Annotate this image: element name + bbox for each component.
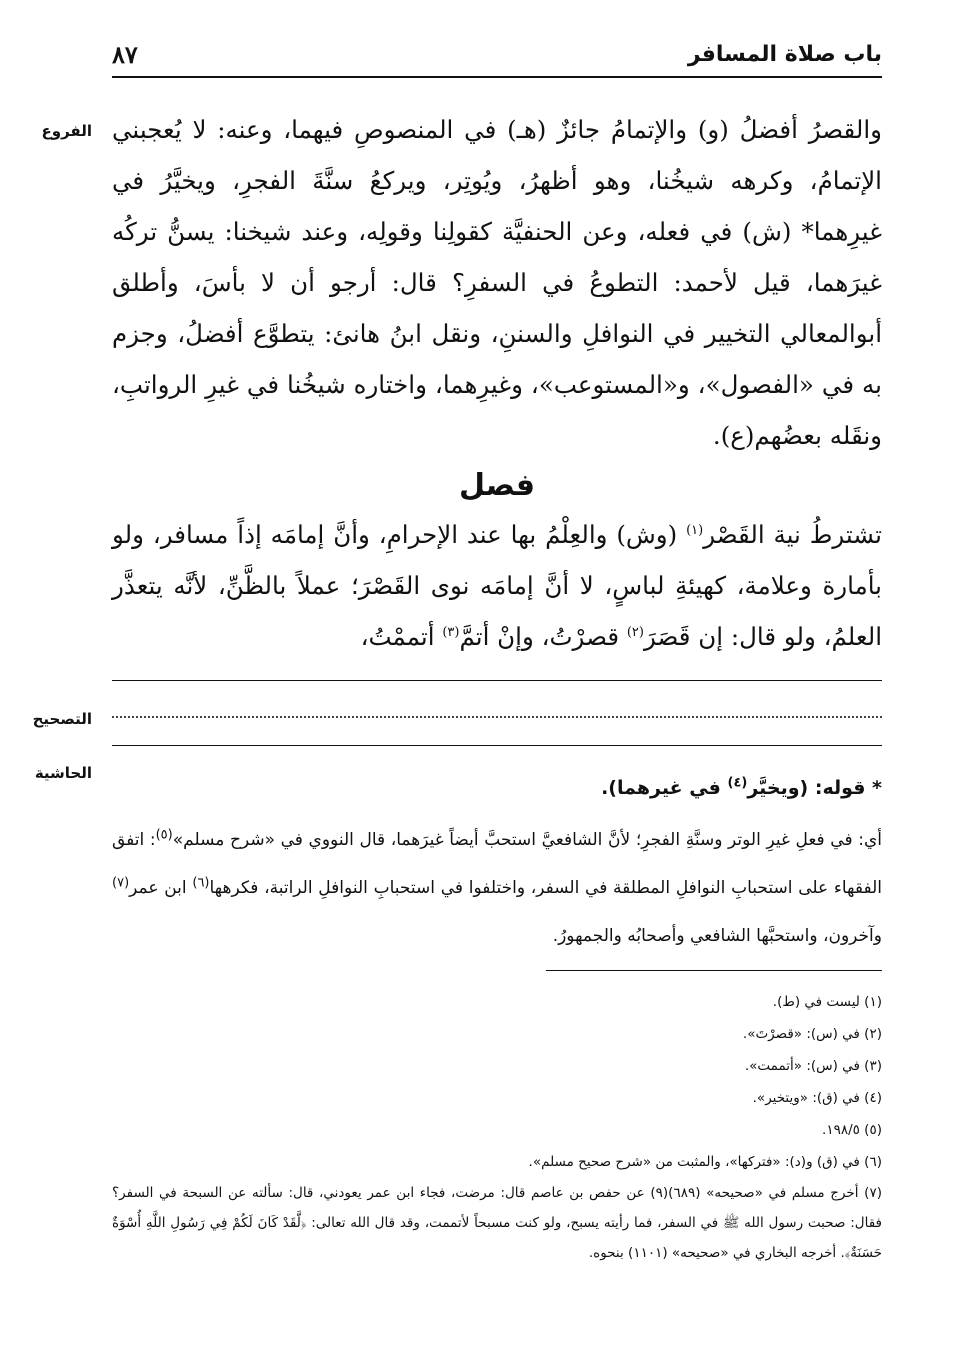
footnote-ref-4[interactable]: (٤) [727,775,748,791]
footnote-1: (١) ليست في (ط). [772,994,882,1010]
hashiya-section [112,770,882,960]
page-header [112,38,882,74]
footnote-ref-5[interactable]: (٥) [155,827,173,843]
tashih-dotted-rule [112,716,882,718]
hashiya-heading-text-b: في غيرهما). [601,777,728,799]
page-number: ٨٧ [112,40,138,69]
hashiya-heading-text-a: * قوله: (ويخيَّر [747,777,882,799]
hashiya-body-text-a: أي: في فعلِ غيرِ الوتر وسنَّةِ الفجرِ؛ لأنَّ الشافعيَّ استحبَّ أيضاً غيرَهما، قال النووي في «شرح مسلم» [172,830,882,850]
footnote-ref-1[interactable]: (١) [686,522,704,538]
footnote-ref-6[interactable]: (٦) [192,875,210,891]
footnotes [112,986,882,1268]
hashiya-body-text-c: ابن عمر [129,878,193,898]
label-tashih: التصحيح [32,710,92,728]
main-text [112,104,882,662]
para2-text-d: أتممْتُ، [360,622,443,651]
header-divider [112,76,882,78]
para2-text-b: (وش) والعِلْمُ بها عند الإحرامِ، وأنَّ إمامَه إذاً مسافر، ولو بأمارة وعلامة، كهيئةِ لباسٍ، لا أنَّ إمامَه نوى القَصْرَ؛ عملاً بالظَّنِّ، لأنَّه يتعذَّر العلمُ، ولو قال: إن قَصَرَ [112,520,882,651]
footnote-5: (٥) ١٩٨/٥. [822,1122,882,1138]
label-hashiya: الحاشية [34,764,92,782]
footnote-ref-3[interactable]: (٣) [442,624,460,640]
section-heading-fasl: فصل [459,468,535,503]
footnote-ref-7[interactable]: (٧) [112,875,130,891]
hashiya-body-text-b: : اتفق الفقهاء على استحبابِ النوافلِ المطلقة في السفر، واختلفوا في استحبابِ النوافلِ الراتبة، فكرهها [112,830,882,898]
chapter-title: باب صلاة المسافر [687,42,882,67]
footnote-2: (٢) في (س): «قصرْتَ». [742,1026,882,1042]
main-paragraph-2 [112,509,882,662]
tashih-bottom-rule [112,745,882,746]
main-bottom-rule [112,680,882,681]
label-furu: الفروع [41,122,92,140]
hashiya-body [112,816,882,960]
footnote-separator [546,970,882,971]
footnote-3: (٣) في (س): «أتممت». [744,1058,882,1074]
footnote-6: (٦) في (ق) و(د): «فتركها»، والمثبت من «شرح صحيح مسلم». [528,1154,882,1170]
para2-text-c: قصرْتُ، وإنْ أتمَّ [459,622,627,651]
footnote-4: (٤) في (ق): «ويتخير». [752,1090,882,1106]
para2-text-a: تشترطُ نية القَصْر [703,520,882,549]
footnote-ref-2[interactable]: (٢) [626,624,644,640]
main-paragraph-1: والقصرُ أفضلُ (و) والإتمامُ جائزٌ (هـ) في المنصوصِ فيهما، وعنه: لا يُعجبني الإتمامُ، وكرهه شيخُنا، وهو أظهرُ، ويُوتِر، ويركعُ سنَّةَ الفجرِ، ويخيَّرُ في غيرِهما* (ش) في فعله، وعن الحنفيَّة كقولِنا وقولِه، وعند شيخنا: يسنُّ تركُه غيرَهما، قيل لأحمد: التطوعُ في السفرِ؟ قال: أرجو أن لا بأسَ، وأطلق أبوالمعالي التخيير في النوافلِ والسننِ، ونقل ابنُ هانئ: يتطوَّع أفضلُ، وجزم به في «الفصول»، و«المستوعب»، وغيرِهما، واختاره شيخُنا في غيرِ الرواتبِ، ونقَله بعضُهم(ع). [112,115,882,450]
hashiya-heading [112,770,882,806]
footnote-7: (٧) أخرج مسلم في «صحيحه» (٦٨٩)(٩) عن حفص بن عاصم قال: مرضت، فجاء ابن عمر يعودني، قال: سألته عن السبحة في السفر؟ فقال: صحبت رسول الله ﷺ في السفر، فما رأيته يسبح، ولو كنت مسبحاً لأتممت، وقد قال الله تعالى: ﴿لَّقَدْ كَانَ لَكُمْ فِي رَسُولِ اللَّهِ أُسْوَةٌ حَسَنَةٌ﴾. أخرجه البخاري في «صحيحه» (١١٠١) بنحوه. [112,1185,882,1261]
hashiya-body-text-d: وآخرون، واستحبَّها الشافعي وأصحابُه والجمهورُ. [552,926,882,946]
